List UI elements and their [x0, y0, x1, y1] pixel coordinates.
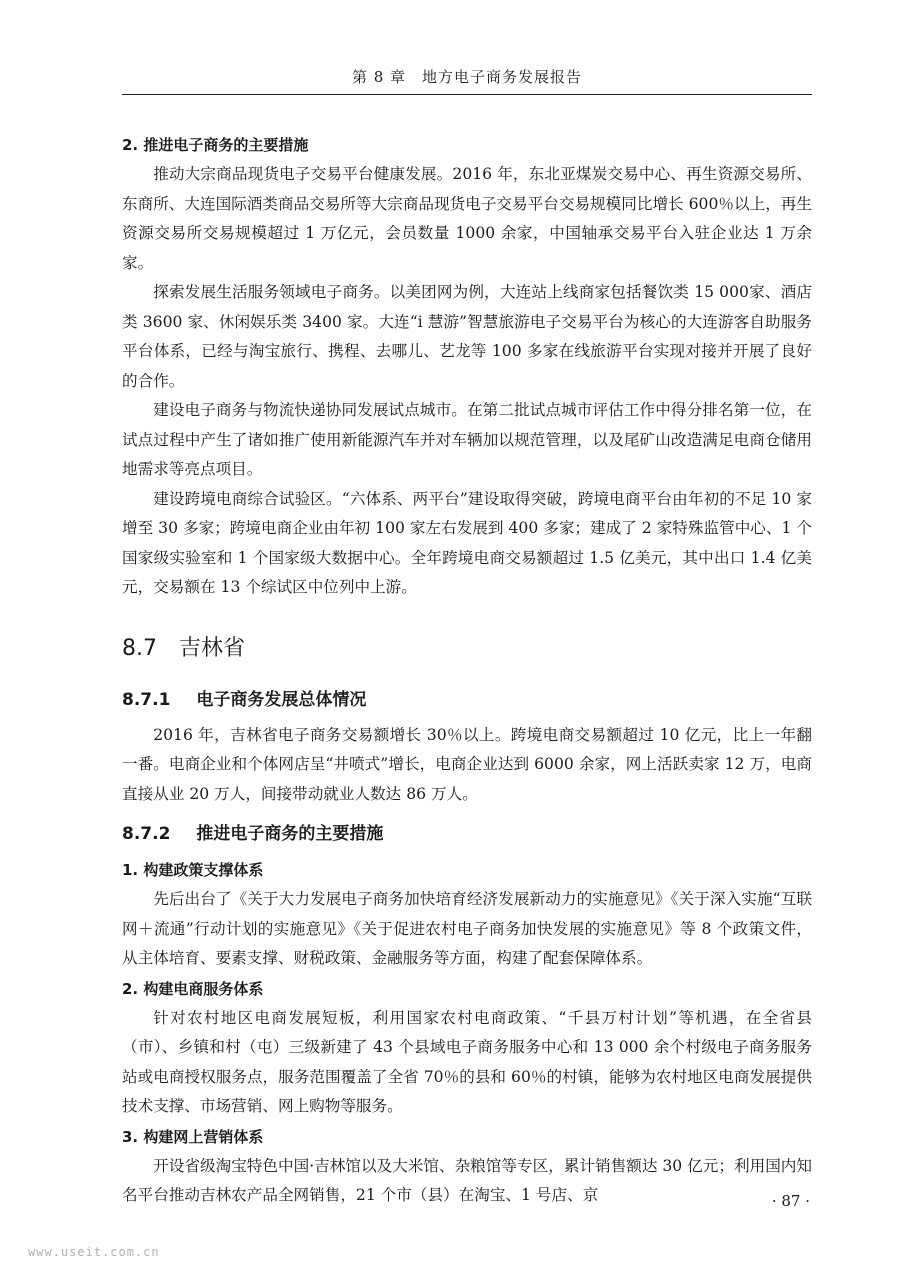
watermark: www.useit.com.cn [28, 1245, 160, 1259]
item-heading: 1. 构建政策支撑体系 [122, 861, 264, 879]
paragraph: 先后出台了《关于大力发展电子商务加快培育经济发展新动力的实施意见》《关于深入实施“互联网＋流通”行动计划的实施意见》《关于促进农村电子商务加快发展的实施意见》等 8 个政策文件，从主体培育、要素支撑、财税政策、金融服务等方面，构建了配套保障体系。 [122, 890, 812, 967]
paragraph: 推动大宗商品现货电子交易平台健康发展。2016 年，东北亚煤炭交易中心、再生资源交易所、东商所、大连国际酒类商品交易所等大宗商品现货电子交易平台交易规模同比增长 600％以上，再生资源交易所交易规模超过 1 万亿元，会员数量 1000 余家，中国轴承交易平台入驻企业达 1 万余家。 [122, 165, 812, 272]
page-number: · 87 · [771, 1192, 810, 1210]
paragraph: 2016 年，吉林省电子商务交易额增长 30％以上。跨境电商交易额超过 10 亿元，比上一年翻一番。电商企业和个体网店呈“井喷式”增长，电商企业达到 6000 余家，网上活跃卖家 12 万，电商直接从业 20 万人，间接带动就业人数达 86 万人。 [122, 725, 812, 803]
section-heading [122, 629, 812, 669]
item-heading: 3. 构建网上营销体系 [122, 1127, 264, 1146]
paragraph: 针对农村地区电商发展短板，利用国家农村电商政策、“千县万村计划”等机遇，在全省县（市）、乡镇和村（屯）三级新建了 43 个县域电子商务服务中心和 13 000 余个村级电子商务服务站或电商授权服务点，服务范围覆盖了全省 70％的县和 60％的村镇，能够为农村地区电商发展提供技术支撑、市场营销、网上购物等服务。 [122, 1008, 812, 1115]
paragraph: 开设省级淘宝特色中国·吉林馆以及大米馆、杂粮馆等专区，累计销售额达 30 亿元；利用国内知名平台推动吉林农产品全网销售，21 个市（县）在淘宝、1 号店、京 [122, 1156, 812, 1204]
subsection-title: 推进电子商务的主要措施 [196, 824, 384, 844]
subsection-heading [122, 683, 812, 717]
page-body [122, 130, 812, 1211]
paragraph: 探索发展生活服务领域电子商务。以美团网为例，大连站上线商家包括餐饮类 15 000家、酒店类 3600 家、休闲娱乐类 3400 家。大连“i 慧游”智慧旅游电子交易平台为核心的大连游客自助服务平台体系，已经与淘宝旅行、携程、去哪儿、艺龙等 100 多家在线旅游平台实现对接并开展了良好的合作。 [122, 283, 812, 390]
item-heading: 2. 构建电商服务体系 [122, 979, 264, 998]
section-title: 吉林省 [179, 635, 246, 661]
header-rule [122, 94, 812, 95]
subsection-number: 8.7.2 [122, 824, 171, 844]
subsection-heading: 2. 推进电子商务的主要措施 [122, 136, 309, 154]
paragraph: 建设跨境电商综合试验区。“六体系、两平台”建设取得突破，跨境电商平台由年初的不足 10 家增至 30 多家；跨境电商企业由年初 100 家左右发展到 400 多家；建成了 2 家特殊监管中心、1 个国家级实验室和 1 个国家级大数据中心。全年跨境电商交易额超过 1.5 亿美元，其中出口 1.4 亿美元，交易额在 13 个综试区中位列中上游。 [122, 489, 812, 596]
subsection-heading [122, 817, 812, 851]
subsection-number: 8.7.1 [122, 689, 171, 710]
section-number: 8.7 [122, 635, 157, 661]
running-header: 第 8 章 地方电子商务发展报告 [351, 68, 583, 86]
subsection-title: 电子商务发展总体情况 [196, 689, 367, 710]
paragraph: 建设电子商务与物流快递协同发展试点城市。在第二批试点城市评估工作中得分排名第一位，在试点过程中产生了诸如推广使用新能源汽车并对车辆加以规范管理，以及尾矿山改造满足电商仓储用地需求等亮点项目。 [122, 401, 812, 478]
